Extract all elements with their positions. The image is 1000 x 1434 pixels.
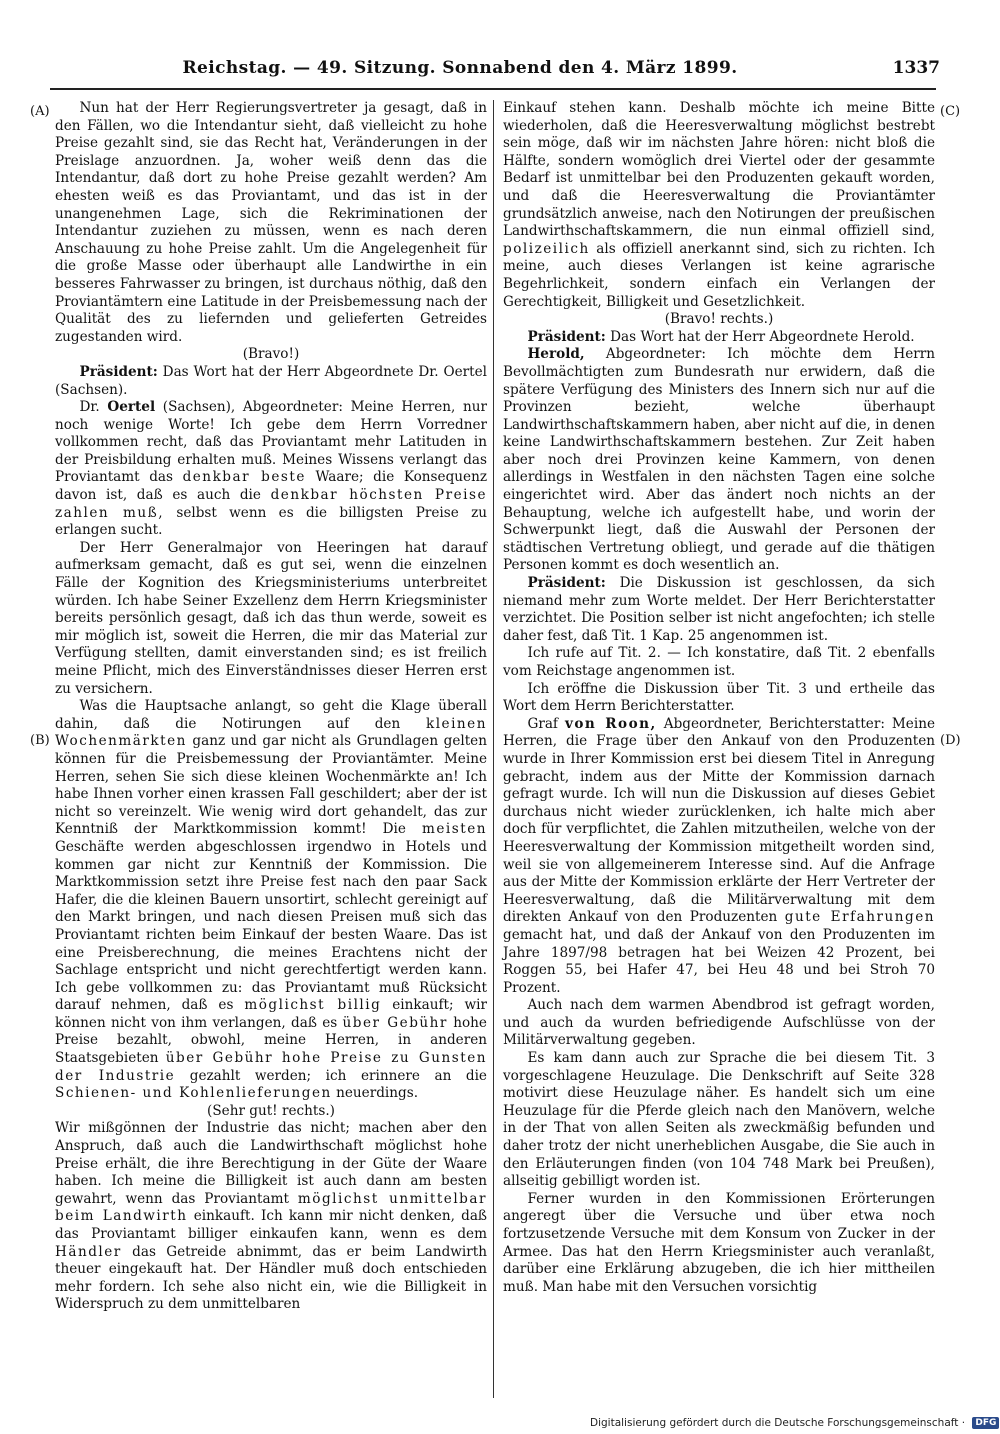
margin-marker-c: (C) (940, 104, 961, 119)
paragraph (503, 716, 935, 998)
dfg-logo-icon: DFG (972, 1417, 999, 1429)
paragraph (503, 575, 935, 645)
emphasis: möglichst billig (244, 997, 382, 1014)
digitization-credit (590, 1417, 997, 1429)
paragraph-text: Das Wort hat der Herr Abgeordnete Herold. (610, 328, 915, 345)
paragraph: Ferner wurden in den Kommissionen Erörterungen angeregt über die Versuche und über etwa noch fortzusetzende Versuche mit dem Konsum von Zucker in der Armee. Das hat den Herrn Kriegsminister auch veranlaßt, darüber eine Erklärung abzugeben, die ich hier mittheilen muß. Man habe mit den Versuchen vorsichtig (503, 1190, 935, 1295)
paragraph-text: als offiziell anerkannt sind, sich zu richten. Ich meine, auch dieses Verlangen ist keine agrarische Begehrlichkeit, sondern einfach ein Verlangen der Gerechtigkeit, Billigkeit und Gesetzlichkeit. (503, 240, 935, 310)
paragraph: Ich rufe auf Tit. 2. — Ich konstatire, daß Tit. 2 ebenfalls vom Reichstage angenommen ist. (503, 645, 935, 679)
margin-marker-a: (A) (30, 104, 50, 119)
paragraph: Nun hat der Herr Regierungsvertreter ja gesagt, daß in den Fällen, wo die Intendantur sieht, daß vielleicht zu hohe Preise gezahlt sind, sie das Recht hat, Veränderungen in der Preislage anzuordnen. Ja, woher weiß denn das die Intendantur, daß dort zu hohe Preise gezahlt werden? Am ehesten weiß es das Proviantamt, und das ist in der unangenehmen Lage, sich die Rekriminationen der Intendantur zuziehen zu müssen, wenn es nach deren Anschauung zu hohe Preise zahlt. Um die Angelegenheit für die große Masse oder überhaupt alle Landwirthe in ein besseres Fahrwasser zu bringen, ist durchaus nöthig, daß den Proviantämtern eine Latitude in der Preisbemessung nach der Qualität des zu liefernden und gelieferten Getreides zugestanden wird. (55, 100, 487, 345)
paragraph (503, 100, 935, 311)
page-number: 1337 (892, 58, 940, 78)
speaker-name: Oertel (107, 399, 156, 416)
paragraph-text: gemacht hat, und daß der Ankauf von den Produzenten im Jahre 1897/98 betragen hat bei Weizen 42 Prozent, bei Roggen 55, bei Hafer 47, bei Heu 48 und bei Stroh 70 Prozent. (503, 926, 935, 996)
emphasis: denkbar höchsten Preise zahlen muß, (55, 487, 487, 521)
paragraph (55, 698, 487, 1103)
speaker-name: Präsident: (79, 363, 158, 380)
paragraph (55, 399, 487, 540)
paragraph-text: selbst wenn es die billigsten Preise zu erlangen sucht. (55, 504, 487, 539)
paragraph (503, 329, 935, 347)
margin-marker-d: (D) (940, 733, 961, 748)
credit-text: Digitalisierung gefördert durch die Deutsche Forschungsgemeinschaft · (590, 1417, 966, 1429)
paragraph (55, 1120, 487, 1314)
interjection: (Bravo! rechts.) (664, 311, 774, 328)
paragraph-text: Abgeordneter: Ich möchte dem Herrn Bevollmächtigten zum Bundesrath nur erwidern, daß die spätere Verfügung des Ministers des Innern sich nur auf die Provinzen bezieht, welche überhaupt Landwirthschaftskammern haben, aber nicht auf die, in denen keine Landwirthschaftskammern bestehen. Zur Zeit haben aber noch drei Provinzen keine Kammern, von denen allerdings in Westfalen in den nächsten Tagen eine solche eingerichtet wird. Aber das ändert noch nichts an der Behauptung, welche ich aufgestellt habe, und worin der Schwerpunkt liegt, daß die Auswahl der Personen der städtischen Vertretung obliegt, und gerade auf die thätigen Personen kommt es doch wesentlich an. (503, 346, 935, 574)
emphasis: über Gebühr hohe Preise zu Gunsten der Industrie (55, 1050, 487, 1084)
interjection: (Bravo!) (242, 346, 300, 363)
emphasis: kleinen Wochenmärkten (55, 715, 487, 750)
left-column (55, 100, 487, 1314)
paragraph-text: einkauft; wir können nicht von ihm verlangen, daß es (55, 997, 487, 1031)
paragraph-text: Wir mißgönnen der Industrie das nicht; machen aber den Anspruch, daß auch die Landwirthschaft möglichst hohe Preise erhält, die ihre Berechtigung in der Güte der Waare haben. Ich meine die Billigkeit ist auch dann am besten gewahrt, wenn das Proviantamt (55, 1120, 487, 1207)
emphasis: Schienen- und Kohlenlieferungen (55, 1085, 332, 1102)
paragraph-text: gezahlt werden; ich erinnere an die (189, 1067, 487, 1084)
paragraph-text: neuerdings. (336, 1085, 419, 1102)
paragraph-text: das Getreide abnimmt, das er beim Landwirth theuer eingekauft hat. Der Händler muß doch entschieden mehr fordern. Ich sehe also nicht ein, wie die Billigkeit in Widerspruch zu dem unmittelbaren (55, 1243, 487, 1313)
paragraph-text: Die Diskussion ist geschlossen, da sich niemand mehr zum Worte meldet. Der Herr Berichterstatter verzichtet. Die Position selber ist nicht angefochten; ich stelle daher fest, daß Tit. 1 Kap. 25 angenommen ist. (503, 575, 935, 644)
emphasis: polizeilich (503, 240, 590, 257)
paragraph-text: Einkauf stehen kann. Deshalb möchte ich meine Bitte wiederholen, daß die Heeresverwaltung möglichst bestrebt sein möge, daß wir im nächsten Jahre hören: nicht bloß die Hälfte, sondern womöglich drei Viertel oder der gesammte Bedarf ist unmittelbar bei den Produzenten gekauft worden, und daß die Heeresverwaltung die Proviantämter grundsätzlich anweise, nach den Notirungen der preußischen Landwirthschaftskammern, die nun einmal offiziell sind, (503, 100, 935, 240)
paragraph-text: Abgeordneter, Berichterstatter: Meine Herren, die Frage über den Ankauf von den Produzenten wurde in Ihrer Kommission erst bei diesem Titel in Anregung gebracht, indem aus der Mitte der Kommission darnach gefragt wurde. Ich will nun die Diskussion auf dieses Gebiet durchaus nicht wieder zurücklenken, ich halte mich aber doch für verpflichtet, die Zahlen mitzutheilen, welche von der Heeresverwaltung der Kommission mitgetheilt worden sind, weil sie von allgemeinerem Interesse sind. Auf die Anfrage aus der Mitte der Kommission erklärte der Herr Vertreter der Heeresverwaltung, daß die Militärverwaltung mit dem direkten Ankauf von den Produzenten (503, 715, 935, 926)
speaker-name: Präsident: (527, 575, 606, 592)
paragraph (55, 364, 487, 399)
emphasis: möglichst unmittelbar beim Landwirth (55, 1190, 487, 1225)
header-rule (50, 88, 936, 90)
emphasis: meisten (421, 821, 487, 838)
paragraph-text: Geschäfte werden abgeschlossen irgendwo in Hotels und kommen gar nicht zur Kenntniß der Kommission. Die Marktkommission setzt ihre Preise fest nach den paar Sack Hafer, die die kleinen Bauern unsortirt, schlecht gereinigt auf den Markt bringen, und nach diesen Preisen muß sich das Proviantamt richten beim Einkauf der besten Waare. Das ist eine Preisberechnung, die meines Erachtens nicht der Sachlage entspricht und nicht gerechtfertigt werden kann. Ich gebe vollkommen zu: das Proviantamt muß Rücksicht darauf nehmen, daß es (55, 838, 487, 1014)
speaker-name: von Roon, (564, 715, 657, 732)
interjection: (Sehr gut! rechts.) (207, 1102, 335, 1119)
paragraph-text: ganz und gar nicht als Grundlagen gelten können für die Preisbemessung der Proviantämter. Meine Herren, sehen Sie sich diese kleinen Wochenmärkte an! Ich habe Ihnen vorher einen krassen Fall geschildert; aber der ist nicht so vereinzelt. Wie wenig wird dort gehandelt, das zur Kenntniß der Marktkommission kommt! Die (55, 733, 487, 838)
paragraph-text: Was die Hauptsache anlangt, so geht die Klage überall dahin, daß die Notirungen auf den (55, 698, 487, 732)
paragraph-text: Waare; die Konsequenz davon ist, daß es auch die (55, 469, 487, 504)
running-title: Reichstag. — 49. Sitzung. Sonnabend den 4. März 1899. (182, 58, 738, 78)
right-column (503, 100, 935, 1296)
speaker-prefix: Graf (527, 715, 558, 732)
paragraph: Auch nach dem warmen Abendbrod ist gefragt worden, und auch da wurden befriedigende Aufschlüsse von der Militärverwaltung gegeben. (503, 997, 935, 1049)
paragraph-text: einkauft. Ich kann mir nicht denken, daß das Proviantamt billiger einkaufen kann, wenn es dem (55, 1208, 488, 1242)
paragraph: Es kam dann auch zur Sprache die bei diesem Tit. 3 vorgeschlagene Heuzulage. Die Denkschrift auf Seite 328 motivirt diese Heuzulage näher. Es handelt sich um eine Heuzulage für die Pferde gleich nach den Manövern, welche in der That von allen Seiten als zweckmäßig befunden und daher trotz der nicht unerheblichen Ausgabe, die Sie auch in den Erläuterungen finden (von 104 748 Mark bei Preußen), allseitig gebilligt worden ist. (503, 1050, 935, 1190)
paragraph-text: (Sachsen), Abgeordneter: Meine Herren, nur noch wenige Worte! Ich gebe dem Herrn Vorredner vollkommen recht, daß das Proviantamt mehr Latituden in der Preisbildung erhalten muß. Meines Wissens verlangt das Proviantamt das (55, 399, 488, 486)
column-divider (493, 100, 494, 1398)
emphasis: Händler (55, 1243, 122, 1260)
emphasis: gute Erfahrungen (784, 909, 935, 926)
margin-marker-b: (B) (30, 733, 50, 748)
speaker-prefix: Dr. (79, 399, 100, 416)
emphasis: denkbar beste (182, 469, 306, 486)
emphasis: über Gebühr (342, 1014, 448, 1031)
paragraph-text: Das Wort hat der Herr Abgeordnete Dr. Oertel (Sachsen). (55, 363, 487, 398)
paragraph: Der Herr Generalmajor von Heeringen hat darauf aufmerksam gemacht, daß es gut sei, wenn die einzelnen Fälle der Kognition des Kriegsministeriums unterbreitet würden. Ich habe Seiner Exzellenz dem Herrn Kriegsminister bereits persönlich gesagt, daß ich das thun werde, soweit es mir möglich ist, soweit die Herren, die mir das Material zur Verfügung stellten, damit einverstanden sind; es ist freilich meine Pflicht, mich des Einverständnisses dieser Herren erst zu versichern. (55, 539, 487, 697)
paragraph (503, 346, 935, 575)
paragraph: Ich eröffne die Diskussion über Tit. 3 und ertheile das Wort dem Herrn Berichterstatter. (503, 680, 935, 715)
speaker-name: Präsident: (527, 328, 606, 345)
paragraph-text: hohe Preise bezahlt, obwohl, meine Herren, in anderen Staatsgebieten (55, 1014, 487, 1067)
speaker-name: Herold, (527, 346, 585, 363)
page-header (40, 58, 940, 84)
